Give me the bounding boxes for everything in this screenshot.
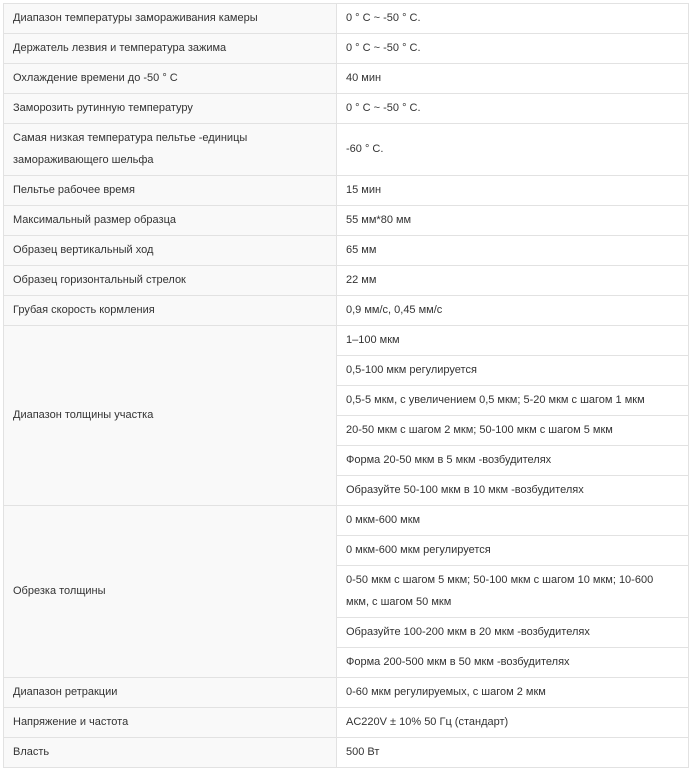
spec-label: Диапазон температуры замораживания камеры xyxy=(4,4,337,34)
spec-table xyxy=(3,3,689,768)
spec-row xyxy=(4,296,689,326)
spec-value: 15 мин xyxy=(337,176,689,206)
spec-row xyxy=(4,206,689,236)
spec-value: Образуйте 50-100 мкм в 10 мкм -возбудителях xyxy=(337,476,689,506)
spec-row xyxy=(4,506,689,536)
spec-row xyxy=(4,34,689,64)
spec-value: 55 мм*80 мм xyxy=(337,206,689,236)
spec-row xyxy=(4,738,689,768)
spec-row xyxy=(4,266,689,296)
spec-value: 0 мкм-600 мкм регулируется xyxy=(337,536,689,566)
spec-value: 0 мкм-600 мкм xyxy=(337,506,689,536)
spec-label: Образец вертикальный ход xyxy=(4,236,337,266)
spec-row xyxy=(4,4,689,34)
spec-table-body xyxy=(4,4,689,768)
spec-label: Власть xyxy=(4,738,337,768)
spec-value: 0,5-100 мкм регулируется xyxy=(337,356,689,386)
spec-row xyxy=(4,236,689,266)
spec-value: 0 ° C ~ -50 ° C. xyxy=(337,34,689,64)
spec-value: 40 мин xyxy=(337,64,689,94)
spec-value: 65 мм xyxy=(337,236,689,266)
spec-row xyxy=(4,708,689,738)
spec-value: 1–100 мкм xyxy=(337,326,689,356)
spec-value: 0-60 мкм регулируемых, с шагом 2 мкм xyxy=(337,678,689,708)
spec-value: -60 ° C. xyxy=(337,124,689,176)
spec-row xyxy=(4,678,689,708)
spec-value: 0 ° C ~ -50 ° C. xyxy=(337,94,689,124)
spec-row xyxy=(4,124,689,176)
spec-row xyxy=(4,64,689,94)
spec-value: 0 ° C ~ -50 ° C. xyxy=(337,4,689,34)
spec-label: Диапазон толщины участка xyxy=(4,326,337,506)
spec-row xyxy=(4,326,689,356)
spec-row xyxy=(4,176,689,206)
spec-label: Держатель лезвия и температура зажима xyxy=(4,34,337,64)
spec-value: 0-50 мкм с шагом 5 мкм; 50-100 мкм с шагом 10 мкм; 10-600 мкм, с шагом 50 мкм xyxy=(337,566,689,618)
spec-label: Грубая скорость кормления xyxy=(4,296,337,326)
spec-label: Напряжение и частота xyxy=(4,708,337,738)
spec-value: AC220V ± 10% 50 Гц (стандарт) xyxy=(337,708,689,738)
spec-label: Заморозить рутинную температуру xyxy=(4,94,337,124)
spec-label: Обрезка толщины xyxy=(4,506,337,678)
spec-label: Охлаждение времени до -50 ° C xyxy=(4,64,337,94)
spec-label: Пельтье рабочее время xyxy=(4,176,337,206)
spec-label: Самая низкая температура пельтье -единицы замораживающего шельфа xyxy=(4,124,337,176)
spec-value: 0,9 мм/с, 0,45 мм/с xyxy=(337,296,689,326)
spec-value: 500 Вт xyxy=(337,738,689,768)
spec-value: 22 мм xyxy=(337,266,689,296)
spec-value: Форма 200-500 мкм в 50 мкм -возбудителях xyxy=(337,648,689,678)
spec-value: 20-50 мкм с шагом 2 мкм; 50-100 мкм с шагом 5 мкм xyxy=(337,416,689,446)
spec-label: Максимальный размер образца xyxy=(4,206,337,236)
spec-row xyxy=(4,94,689,124)
spec-value: 0,5-5 мкм, с увеличением 0,5 мкм; 5-20 мкм с шагом 1 мкм xyxy=(337,386,689,416)
spec-value: Образуйте 100-200 мкм в 20 мкм -возбудителях xyxy=(337,618,689,648)
spec-value: Форма 20-50 мкм в 5 мкм -возбудителях xyxy=(337,446,689,476)
spec-label: Диапазон ретракции xyxy=(4,678,337,708)
spec-label: Образец горизонтальный стрелок xyxy=(4,266,337,296)
